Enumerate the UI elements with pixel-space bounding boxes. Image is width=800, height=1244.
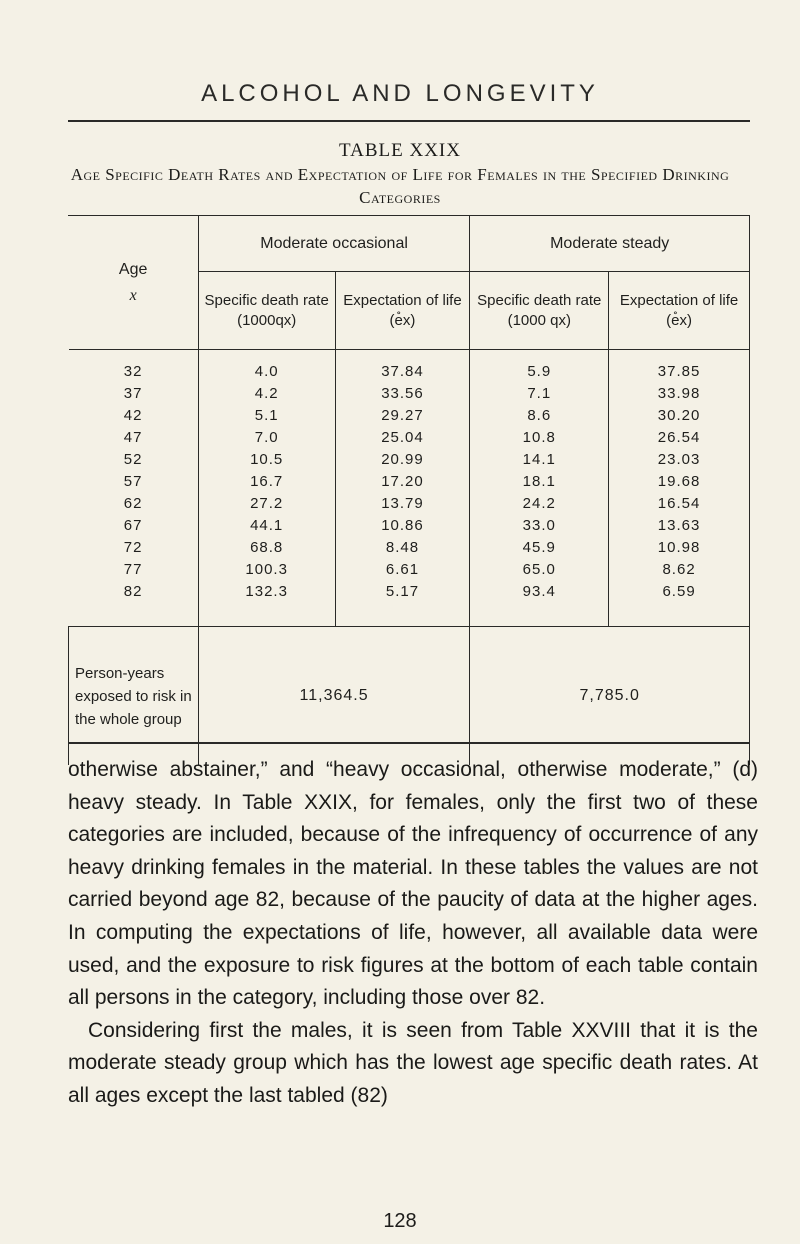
summary-label: Person-years exposed to risk in the whole group: [69, 627, 199, 766]
table-row: [69, 580, 750, 627]
cell-ms-rate: 14.1: [470, 448, 609, 470]
cell-age: 62: [123, 494, 143, 512]
cell-mo-expectation: 13.79: [335, 492, 470, 514]
cell-mo-rate: 7.0: [198, 426, 335, 448]
cell-mo-rate: 100.3: [198, 558, 335, 580]
table-number: TABLE XXIX: [339, 140, 461, 161]
cell-ms-rate: 7.1: [470, 382, 609, 404]
body-text: [68, 754, 758, 1113]
cell-mo-expectation: 25.04: [335, 426, 470, 448]
group-header-moderate-steady: Moderate steady: [470, 216, 750, 272]
table-row: [69, 492, 750, 514]
cell-ms-expectation: 16.54: [609, 492, 750, 514]
cell-mo-rate: 5.1: [198, 404, 335, 426]
table-row: [69, 558, 750, 580]
cell-age: 42: [123, 406, 143, 424]
cell-mo-expectation: 6.61: [335, 558, 470, 580]
table-caption: Age Specific Death Rates and Expectation of Life for Females in the Specified Drinking Categories: [70, 165, 730, 207]
age-header: [69, 216, 199, 350]
cell-ms-expectation: 30.20: [609, 404, 750, 426]
cell-ms-rate: 24.2: [470, 492, 609, 514]
cell-mo-expectation: 29.27: [335, 404, 470, 426]
paragraph-2: Considering first the males, it is seen from Table XXVIII that it is the moderate steady group which has the lowest age specific death rates. At all ages except the last tabled (82): [68, 1018, 758, 1107]
cell-age: 57: [123, 472, 143, 490]
table-row: [69, 350, 750, 383]
cell-ms-expectation: 33.98: [609, 382, 750, 404]
cell-mo-rate: 27.2: [198, 492, 335, 514]
cell-mo-expectation: 10.86: [335, 514, 470, 536]
table-row: [69, 426, 750, 448]
cell-age: 52: [123, 450, 143, 468]
cell-mo-expectation: 37.84: [335, 350, 470, 383]
cell-mo-rate: 4.2: [198, 382, 335, 404]
running-head: ALCOHOL AND LONGEVITY: [201, 80, 599, 107]
table-row: [69, 514, 750, 536]
paragraph-1: otherwise abstainer,” and “heavy occasional, otherwise moderate,” (d) heavy steady. In Table XXIX, for females, only the first two of these categories are included, because of the infrequency of occurrence of any heavy drinking females in the material. In these tables the values are not carried beyond age 82, because of the paucity of data at the higher ages. In computing the expectations of life, however, all available data were used, and the exposure to risk figures at the bottom of each table contain all persons in the category, including those over 82.: [68, 758, 758, 1010]
header-rule: [68, 120, 750, 122]
cell-ms-expectation: 26.54: [609, 426, 750, 448]
subheader-mo-rate: Specific death rate (1000qx): [198, 272, 335, 350]
table-row: [69, 448, 750, 470]
group-header-moderate-occasional: Moderate occasional: [198, 216, 470, 272]
cell-ms-expectation: 13.63: [609, 514, 750, 536]
subheader-ms-rate: Specific death rate (1000 qx): [470, 272, 609, 350]
subheader-mo-expectation: Expectation of life (e̊x): [335, 272, 470, 350]
subheader-ms-expectation: Expectation of life (e̊x): [609, 272, 750, 350]
cell-age: 72: [123, 538, 143, 556]
cell-mo-rate: 132.3: [198, 580, 335, 627]
cell-ms-expectation: 6.59: [609, 580, 750, 627]
cell-age: 82: [123, 582, 143, 600]
cell-ms-rate: 8.6: [470, 404, 609, 426]
cell-ms-expectation: 8.62: [609, 558, 750, 580]
cell-ms-rate: 45.9: [470, 536, 609, 558]
cell-age: 32: [123, 362, 143, 380]
cell-age: 67: [123, 516, 143, 534]
cell-ms-rate: 18.1: [470, 470, 609, 492]
cell-mo-rate: 10.5: [198, 448, 335, 470]
age-symbol: x: [129, 286, 137, 304]
cell-ms-rate: 65.0: [470, 558, 609, 580]
table-row: [69, 382, 750, 404]
cell-mo-rate: 68.8: [198, 536, 335, 558]
death-rate-table: [68, 216, 750, 765]
cell-ms-rate: 33.0: [470, 514, 609, 536]
cell-mo-expectation: 20.99: [335, 448, 470, 470]
cell-ms-expectation: 19.68: [609, 470, 750, 492]
cell-mo-rate: 44.1: [198, 514, 335, 536]
cell-mo-rate: 16.7: [198, 470, 335, 492]
table-row: [69, 404, 750, 426]
table-row: [69, 470, 750, 492]
age-header-label: Age: [118, 260, 148, 278]
cell-mo-expectation: 5.17: [335, 580, 470, 627]
cell-ms-expectation: 23.03: [609, 448, 750, 470]
cell-ms-expectation: 37.85: [609, 350, 750, 383]
cell-mo-expectation: 8.48: [335, 536, 470, 558]
cell-ms-rate: 10.8: [470, 426, 609, 448]
cell-age: 37: [123, 384, 143, 402]
cell-mo-rate: 4.0: [198, 350, 335, 383]
cell-ms-rate: 5.9: [470, 350, 609, 383]
summary-moderate-occasional: 11,364.5: [198, 627, 470, 766]
table-bottom-rule: [68, 742, 750, 744]
cell-ms-rate: 93.4: [470, 580, 609, 627]
cell-age: 77: [123, 560, 143, 578]
page-number: 128: [383, 1210, 417, 1232]
cell-age: 47: [123, 428, 143, 446]
cell-mo-expectation: 17.20: [335, 470, 470, 492]
cell-ms-expectation: 10.98: [609, 536, 750, 558]
cell-mo-expectation: 33.56: [335, 382, 470, 404]
table-row: [69, 536, 750, 558]
summary-moderate-steady: 7,785.0: [470, 627, 750, 766]
